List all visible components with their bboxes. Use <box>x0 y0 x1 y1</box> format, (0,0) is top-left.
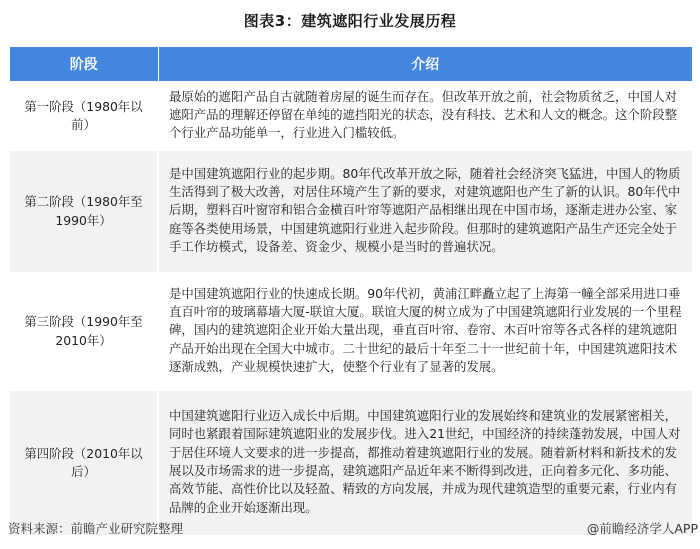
description-cell: 最原始的遮阳产品自古就随着房屋的诞生而存在。但改革开放之前，社会物质贫乏，中国人对遮阳产品的理解还停留在单纯的遮挡阳光的状态，没有科技、艺术和人文的概念。这个阶段整个行业产品功能单一，行业进入门槛较低。 <box>158 81 692 151</box>
figure-title: 图表3：建筑遮阳行业发展历程 <box>243 12 457 30</box>
table-row <box>10 272 692 391</box>
table-header-row <box>10 47 692 81</box>
column-header-description: 介绍 <box>158 47 692 81</box>
table-row <box>10 81 692 151</box>
description-cell: 是中国建筑遮阳行业的起步期。80年代改革开放之际，随着社会经济突飞猛进，中国人的物质生活得到了极大改善，对居住环境产生了新的要求，对建筑遮阳也产生了新的认识。80年代中后期，塑料百叶窗帘和铝合金横百叶帘等遮阳产品相继出现在中国市场，逐渐走进办公室、家庭等各类使用场景，中国建筑遮阳行业进入起步阶段。但那时的建筑遮阳产品生产还完全处于手工作坊模式，设备差、资金少、规模小是当时的普遍状况。 <box>158 151 692 272</box>
column-header-stage: 阶段 <box>10 47 158 81</box>
stage-cell: 第四阶段（2010年以后） <box>10 391 158 535</box>
credit-note: @前瞻经济学人APP <box>586 521 698 536</box>
stage-cell: 第一阶段（1980年以前） <box>10 81 158 151</box>
description-cell: 是中国建筑遮阳行业的快速成长期。90年代初，黄浦江畔矗立起了上海第一幢全部采用进口垂直百叶帘的玻璃幕墙大厦-联谊大厦。联谊大厦的树立成为了中国建筑遮阳行业发展的一个里程碑，国内的建筑遮阳企业开始大量出现，垂直百叶帘、卷帘、木百叶帘等各式各样的建筑遮阳产品开始出现在全国大中城市。二十世纪的最后十年至二十一世纪前十年，中国建筑遮阳技术逐渐成熟，产业规模快速扩大，使整个行业有了显著的发展。 <box>158 272 692 391</box>
history-table <box>10 47 692 535</box>
source-note: 资料来源：前瞻产业研究院整理 <box>8 521 184 536</box>
stage-cell: 第三阶段（1990年至2010年） <box>10 272 158 391</box>
stage-cell: 第二阶段（1980年至1990年） <box>10 151 158 272</box>
table-row <box>10 391 692 535</box>
table-row <box>10 151 692 272</box>
description-cell: 中国建筑遮阳行业迈入成长中后期。中国建筑遮阳行业的发展始终和建筑业的发展紧密相关，同时也紧跟着国际建筑遮阳业的发展步伐。进入21世纪，中国经济的持续蓬勃发展，中国人对于居住环境人文要求的进一步提高，都推动着建筑遮阳行业的发展。随着新材料和新技术的发展以及市场需求的进一步提高，建筑遮阳产品近年来不断得到改进，正向着多元化、多功能、高效节能、高性价比以及轻盈、精致的方向发展，并成为现代建筑造型的重要元素，行业内有品牌的企业开始逐渐出现。 <box>158 391 692 535</box>
